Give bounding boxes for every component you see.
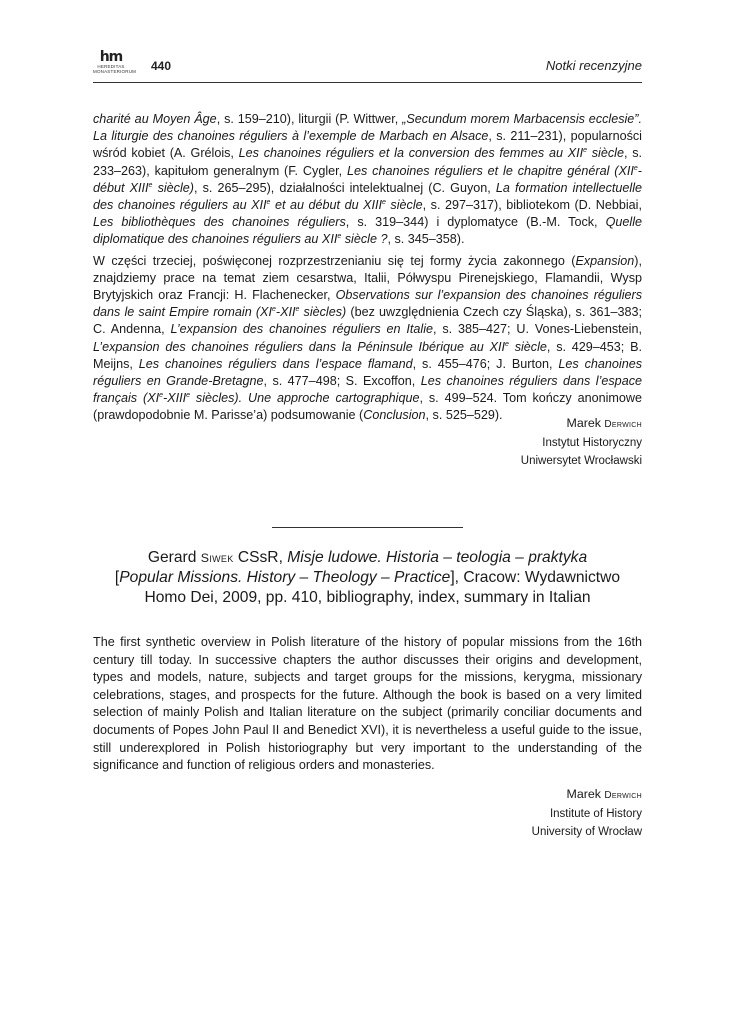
review-2-signature [532, 785, 642, 841]
logo-mark: hm [99, 49, 123, 65]
publisher-logo [93, 49, 137, 78]
review-2-body: The first synthetic overview in Polish literature of the history of popular missions from the 16th century till today. In successive chapters the author discusses their origins and development, types and models, nature, subjects and target groups for the missions, kerygma, missionary celebrations, stages, and prospects for the future. Although the book is based on a very limited selection of mainly Polish and Italian literature on the subject (primarily conciliar documents and documents of Popes John Paul II and Benedict XVI), it is nevertheless a useful guide to the issue, still underexplored in Polish historiography but very important to the understanding of the significance and function of religious orders and monasteries. [93, 635, 642, 773]
review-1-paragraph-1: charité au Moyen Âge, s. 159–210), liturgii (P. Wittwer, „Secundum morem Marbacensis ecclesie”. La liturgie des chanoines réguliers à l’exemple de Marbach en Alsace, s. 211–231), popularności wśród kobiet (A. Grélois, Les chanoines réguliers et la conversion des femmes au XIIe siècle, s. 233–263), kapitułom generalnym (F. Cygler, Les chanoines réguliers et le chapitre général (XIIe-début XIIIe siècle), s. 265–295), działalności intelektualnej (C. Guyon, La formation intellectuelle des chanoines réguliers au XIIe et au début du XIIIe siècle, s. 297–317), bibliotekom (D. Nebbiai, Les bibliothèques des chanoines réguliers, s. 319–344) i dyplomatyce (B.-M. Tock, Quelle diplomatique des chanoines réguliers au XIIe siècle ?, s. 345–358). [93, 112, 643, 247]
page-header [93, 46, 642, 83]
review-1-paragraph-2: W części trzeciej, poświęconej rozprzestrzenianiu się tej formy życia zakonnego (Expansion), znajdziemy prace na temat ziem cesarstwa, Italii, Półwyspu Pirenejskiego, Flamandii, Wysp Brytyjskich oraz Francji: H. Flachenecker, Observations sur l’expansion des chanoines réguliers dans le saint Empire romain (XIe-XIIe siècles) (bez uwzględnienia Czech czy Śląska), s. 361–383; C. Andenna, L’expansion des chanoines réguliers en Italie, s. 385–427; U. Vones-Liebenstein, L’expansion des chanoines réguliers dans la Péninsule Ibérique au XIIe siècle, s. 429–453; B. Meijns, Les chanoines réguliers dans l’espace flamand, s. 455–476; J. Burton, Les chanoines réguliers en Grande-Bretagne, s. 477–498; S. Excoffon, Les chanoines réguliers dans l’espace français (XIe-XIIIe siècles). Une approche cartographique, s. 499–524. Tom kończy anonimowe (prawdopodobnie M. Parisse’a) podsumowanie (Conclusion, s. 525–529). [93, 253, 643, 423]
section-divider [272, 527, 463, 528]
review-2-heading: Gerard Siwek CSsR, Misje ludowe. Historia – teologia – praktyka [Popular Missions. History – Theology – Practice], Cracow: Wydawnictwo Homo Dei, 2009, pp. 410, bibliography, index, summary in Italian [114, 549, 621, 606]
reviewer-affiliation-2: University of Wrocław [531, 826, 642, 838]
logo-subtext: HEREDITAS MONASTERIORUM [93, 64, 137, 74]
running-head: Notki recenzyjne [545, 58, 642, 73]
page-number: 440 [151, 59, 172, 73]
reviewer-name: Marek Derwich [566, 787, 642, 801]
review-1-body [93, 111, 642, 429]
reviewer-affiliation-1: Institute of History [549, 808, 642, 820]
reviewer-name: Marek Derwich [566, 416, 642, 430]
reviewer-affiliation-1: Instytut Historyczny [542, 437, 642, 449]
reviewer-affiliation-2: Uniwersytet Wrocławski [520, 455, 642, 467]
review-1-signature [521, 414, 642, 470]
